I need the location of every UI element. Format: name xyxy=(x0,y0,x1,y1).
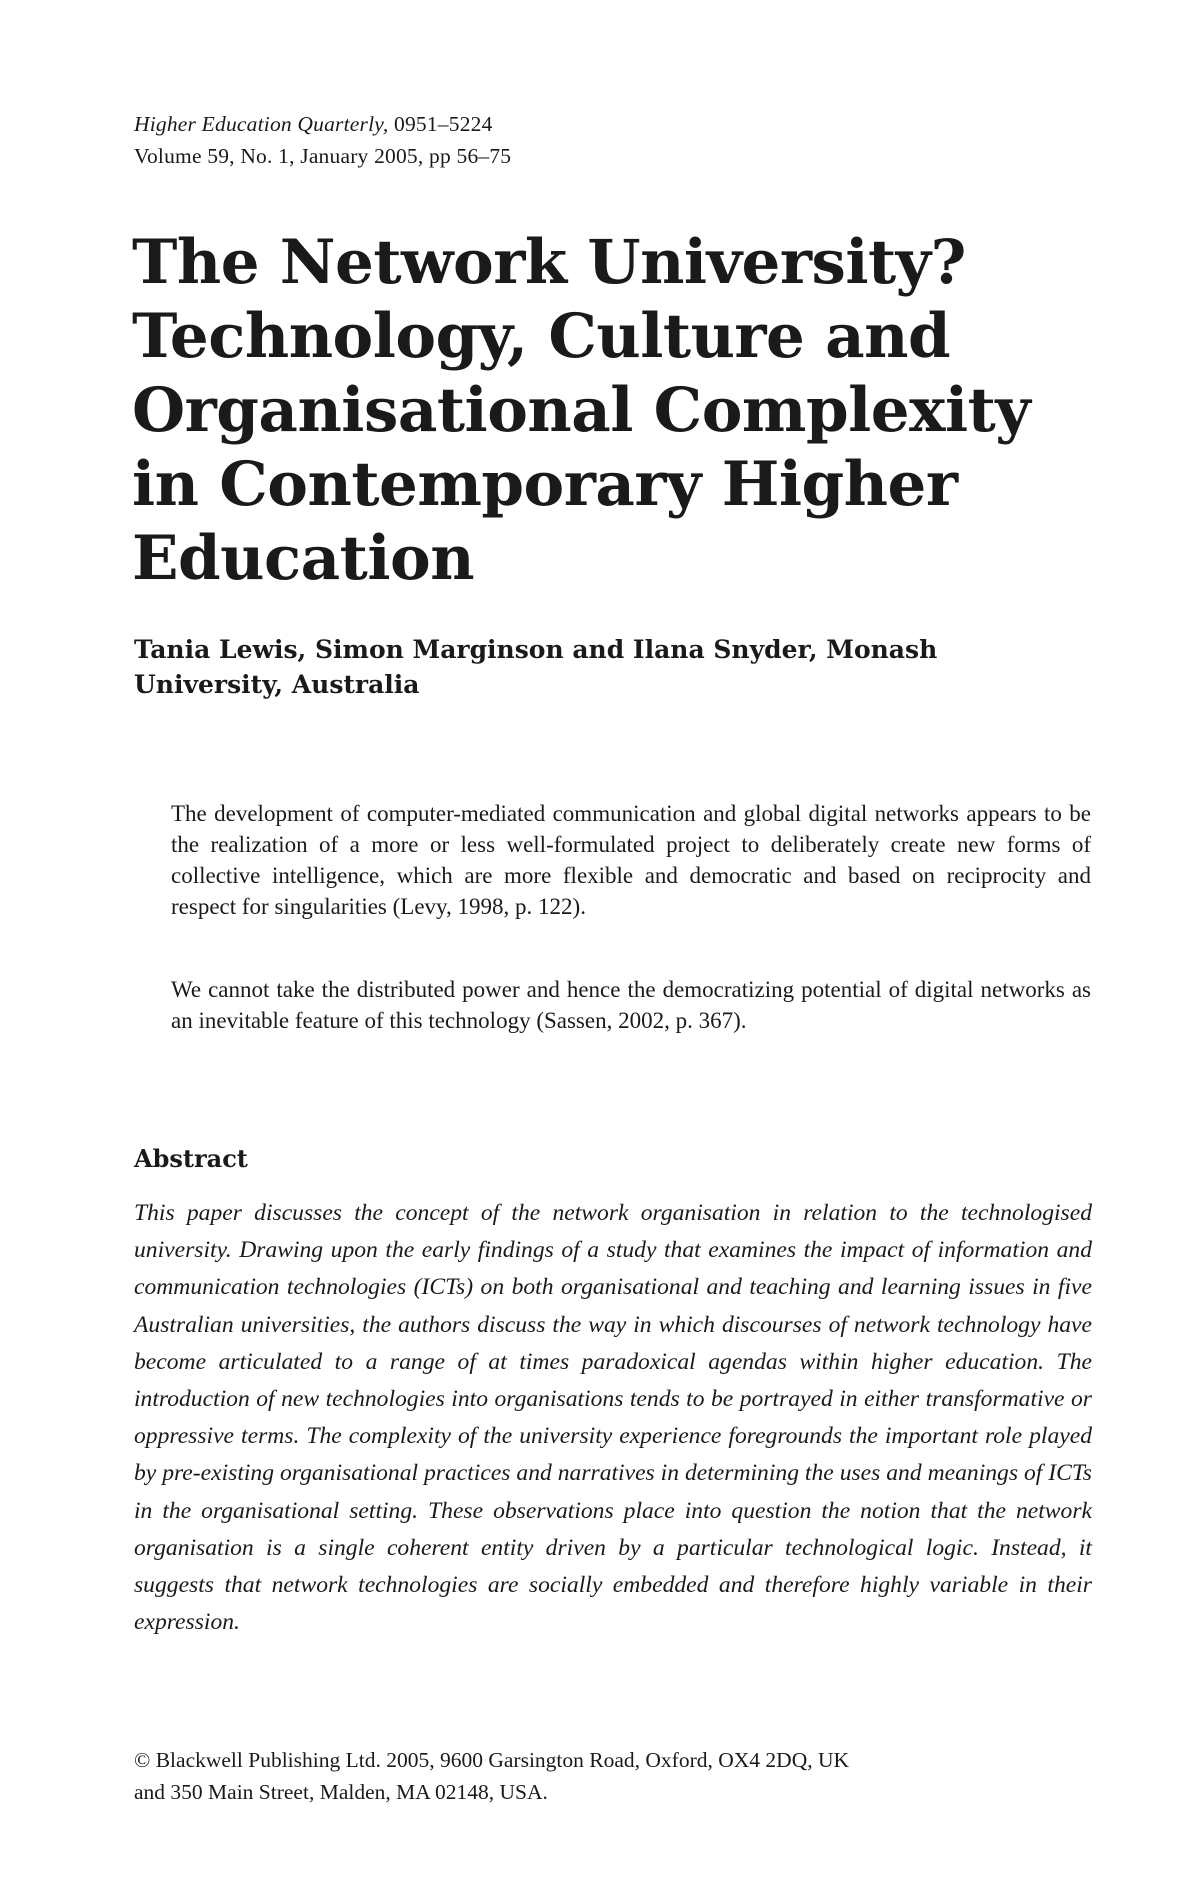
article-title xyxy=(132,226,1092,596)
abstract-heading: Abstract xyxy=(134,1144,248,1173)
title-line: Education xyxy=(132,523,475,594)
title-line: The Network University? xyxy=(132,227,966,298)
journal-volume-line: Volume 59, No. 1, January 2005, pp 56–75 xyxy=(134,144,512,168)
journal-issn: 0951–5224 xyxy=(388,112,493,136)
copyright-line: © Blackwell Publishing Ltd. 2005, 9600 Garsington Road, Oxford, OX4 2DQ, UK xyxy=(134,1748,850,1772)
article-authors xyxy=(134,632,1034,702)
title-line: in Contemporary Higher xyxy=(132,449,958,520)
copyright-notice xyxy=(134,1744,1054,1808)
journal-header xyxy=(134,108,511,172)
epigraph-quote: The development of computer-mediated communication and global digital networks appears to be the realization of a more or less well-formulated project to deliberately create new forms of collective intelligence, which are more flexible and democratic and based on reciprocity and respect for singularities (Levy, 1998, p. 122). xyxy=(171,801,1091,919)
journal-citation-line xyxy=(134,108,511,140)
title-line: Technology, Culture and xyxy=(132,301,951,372)
journal-name: Higher Education Quarterly, xyxy=(134,112,389,136)
copyright-line: and 350 Main Street, Malden, MA 02148, USA. xyxy=(134,1780,548,1804)
epigraph-quote: We cannot take the distributed power and hence the democratizing potential of digital networks as an inevitable feature of this technology (Sassen, 2002, p. 367). xyxy=(171,977,1091,1033)
abstract-body: This paper discusses the concept of the network organisation in relation to the technologised university. Drawing upon the early findings of a study that examines the impact of information and communication technologies (ICTs) on both organisational and teaching and learning issues in five Australian universities, the authors discuss the way in which discourses of network technology have become articulated to a range of at times paradoxical agendas within higher education. The introduction of new technologies into organisations tends to be portrayed in either transformative or oppressive terms. The complexity of the university experience foregrounds the important role played by pre-existing organisational practices and narratives in determining the uses and meanings of ICTs in the organisational setting. These observations place into question the notion that the network organisation is a single coherent entity driven by a particular technological logic. Instead, it suggests that network technologies are socially embedded and therefore highly variable in their expression. xyxy=(134,1200,1092,1636)
authors-line: University, Australia xyxy=(134,670,420,699)
authors-line: Tania Lewis, Simon Marginson and Ilana Snyder, Monash xyxy=(134,635,938,664)
title-line: Organisational Complexity xyxy=(132,375,1031,446)
